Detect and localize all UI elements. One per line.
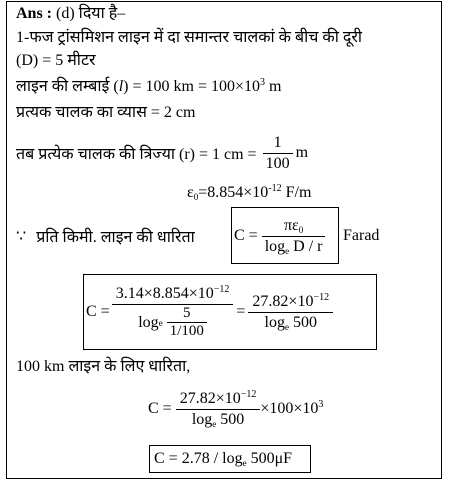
cap-den-log: log — [264, 237, 286, 255]
answer-text: C = 2.78 / log — [154, 450, 243, 467]
cap-den-rest: D / r — [289, 237, 323, 255]
calculation-formula — [86, 278, 333, 346]
radius-num: 1 — [263, 133, 293, 154]
final-lhs: C = — [148, 400, 172, 417]
given-line-1: 1-फज ट्रांसमिशन लाइन में दा समान्तर चालकां के बीच की दूरी — [16, 29, 363, 46]
cap-fraction — [262, 216, 326, 257]
calc-num — [112, 284, 234, 305]
calc-res-den-sub: e — [284, 321, 289, 332]
capacitance-text-line — [16, 226, 195, 246]
eps-symbol: ε — [187, 184, 194, 201]
calc-eq: = — [236, 303, 246, 320]
ans-text: (d) दिया है– — [52, 5, 126, 22]
length-unit: m — [264, 78, 282, 95]
eps-value: =8.854×10 — [198, 184, 269, 201]
final-den-sub: e — [212, 418, 217, 429]
calc-res-den-val: 500 — [288, 313, 317, 331]
calc-den: log e $\frac{5}{1/100}$ — [112, 305, 234, 340]
length-value: ) = 100 km = 100×10 — [123, 78, 260, 95]
radius-fraction — [263, 133, 293, 174]
ans-label: Ans : — [16, 5, 53, 22]
calc-inner-fraction — [167, 305, 207, 340]
calc-res-num-value: 27.82×10 — [252, 292, 314, 310]
final-num-exp: −12 — [240, 388, 257, 400]
calc-fraction — [112, 284, 234, 340]
calc-lhs: C = — [86, 303, 110, 320]
calc-num-exp: −12 — [213, 284, 230, 295]
final-den-log: log — [191, 410, 213, 428]
answer-sub: e — [242, 458, 247, 468]
eps-exp: -12 — [268, 183, 282, 194]
cap-num — [262, 216, 326, 237]
answer-formula — [154, 449, 292, 468]
final-mult-value: ×100×10 — [260, 400, 319, 417]
calc-res-num — [248, 292, 333, 313]
radius-unit: m — [295, 144, 309, 161]
final-den — [176, 410, 261, 430]
cap-num-pi: πε — [283, 216, 299, 234]
calc-num-value: 3.14×8.854×10 — [115, 285, 214, 302]
eps-unit: F/m — [281, 184, 312, 201]
cap-unit: Farad — [343, 227, 380, 244]
diameter-line: प्रत्यक चालक का व्यास = 2 cm — [16, 104, 196, 121]
final-num-value: 27.82×10 — [179, 389, 241, 407]
answer-line — [16, 4, 125, 23]
length-prefix: लाइन की लम्बाई ( — [16, 78, 119, 95]
radius-text: तब प्रत्येक चालक की त्रिज्या (r) = 1 cm = — [16, 146, 257, 163]
radius-den: 100 — [265, 154, 290, 172]
final-fraction — [176, 389, 261, 430]
final-den-val: 500 — [216, 410, 245, 428]
capacitance-formula — [234, 212, 325, 260]
cap-den — [262, 237, 326, 257]
calc-res-exp: −12 — [313, 291, 330, 303]
eps-sub: 0 — [193, 192, 199, 202]
final-num — [176, 389, 261, 410]
length-line — [16, 77, 281, 96]
calc-res-den-log: log — [264, 313, 285, 331]
final-mult — [260, 400, 323, 418]
epsilon-line — [187, 183, 311, 202]
calc-den-log: log — [138, 313, 159, 331]
radius-line — [16, 131, 308, 175]
calc-res-den — [248, 313, 333, 333]
per-100km-line: 100 km लाइन के लिए धारिता, — [16, 358, 191, 375]
length-exp: 3 — [259, 77, 265, 88]
length-var: l — [118, 78, 124, 95]
capacitance-text: प्रति किमी. लाइन की धारिता — [36, 229, 195, 246]
given-line-2: (D) = 5 मीटर — [16, 52, 96, 69]
final-mult-exp: 3 — [318, 399, 324, 410]
cap-num-sub: 0 — [298, 224, 304, 235]
final-formula — [148, 385, 323, 433]
answer-val: 500μF — [246, 450, 293, 467]
calc-inner-num: 5 — [167, 305, 207, 323]
calc-result-fraction — [248, 292, 333, 333]
cap-den-sub: e — [285, 245, 290, 256]
because-symbol: ∵ — [16, 228, 27, 245]
cap-lhs: C = — [234, 227, 258, 244]
calc-inner-den: 1/100 — [169, 323, 204, 339]
